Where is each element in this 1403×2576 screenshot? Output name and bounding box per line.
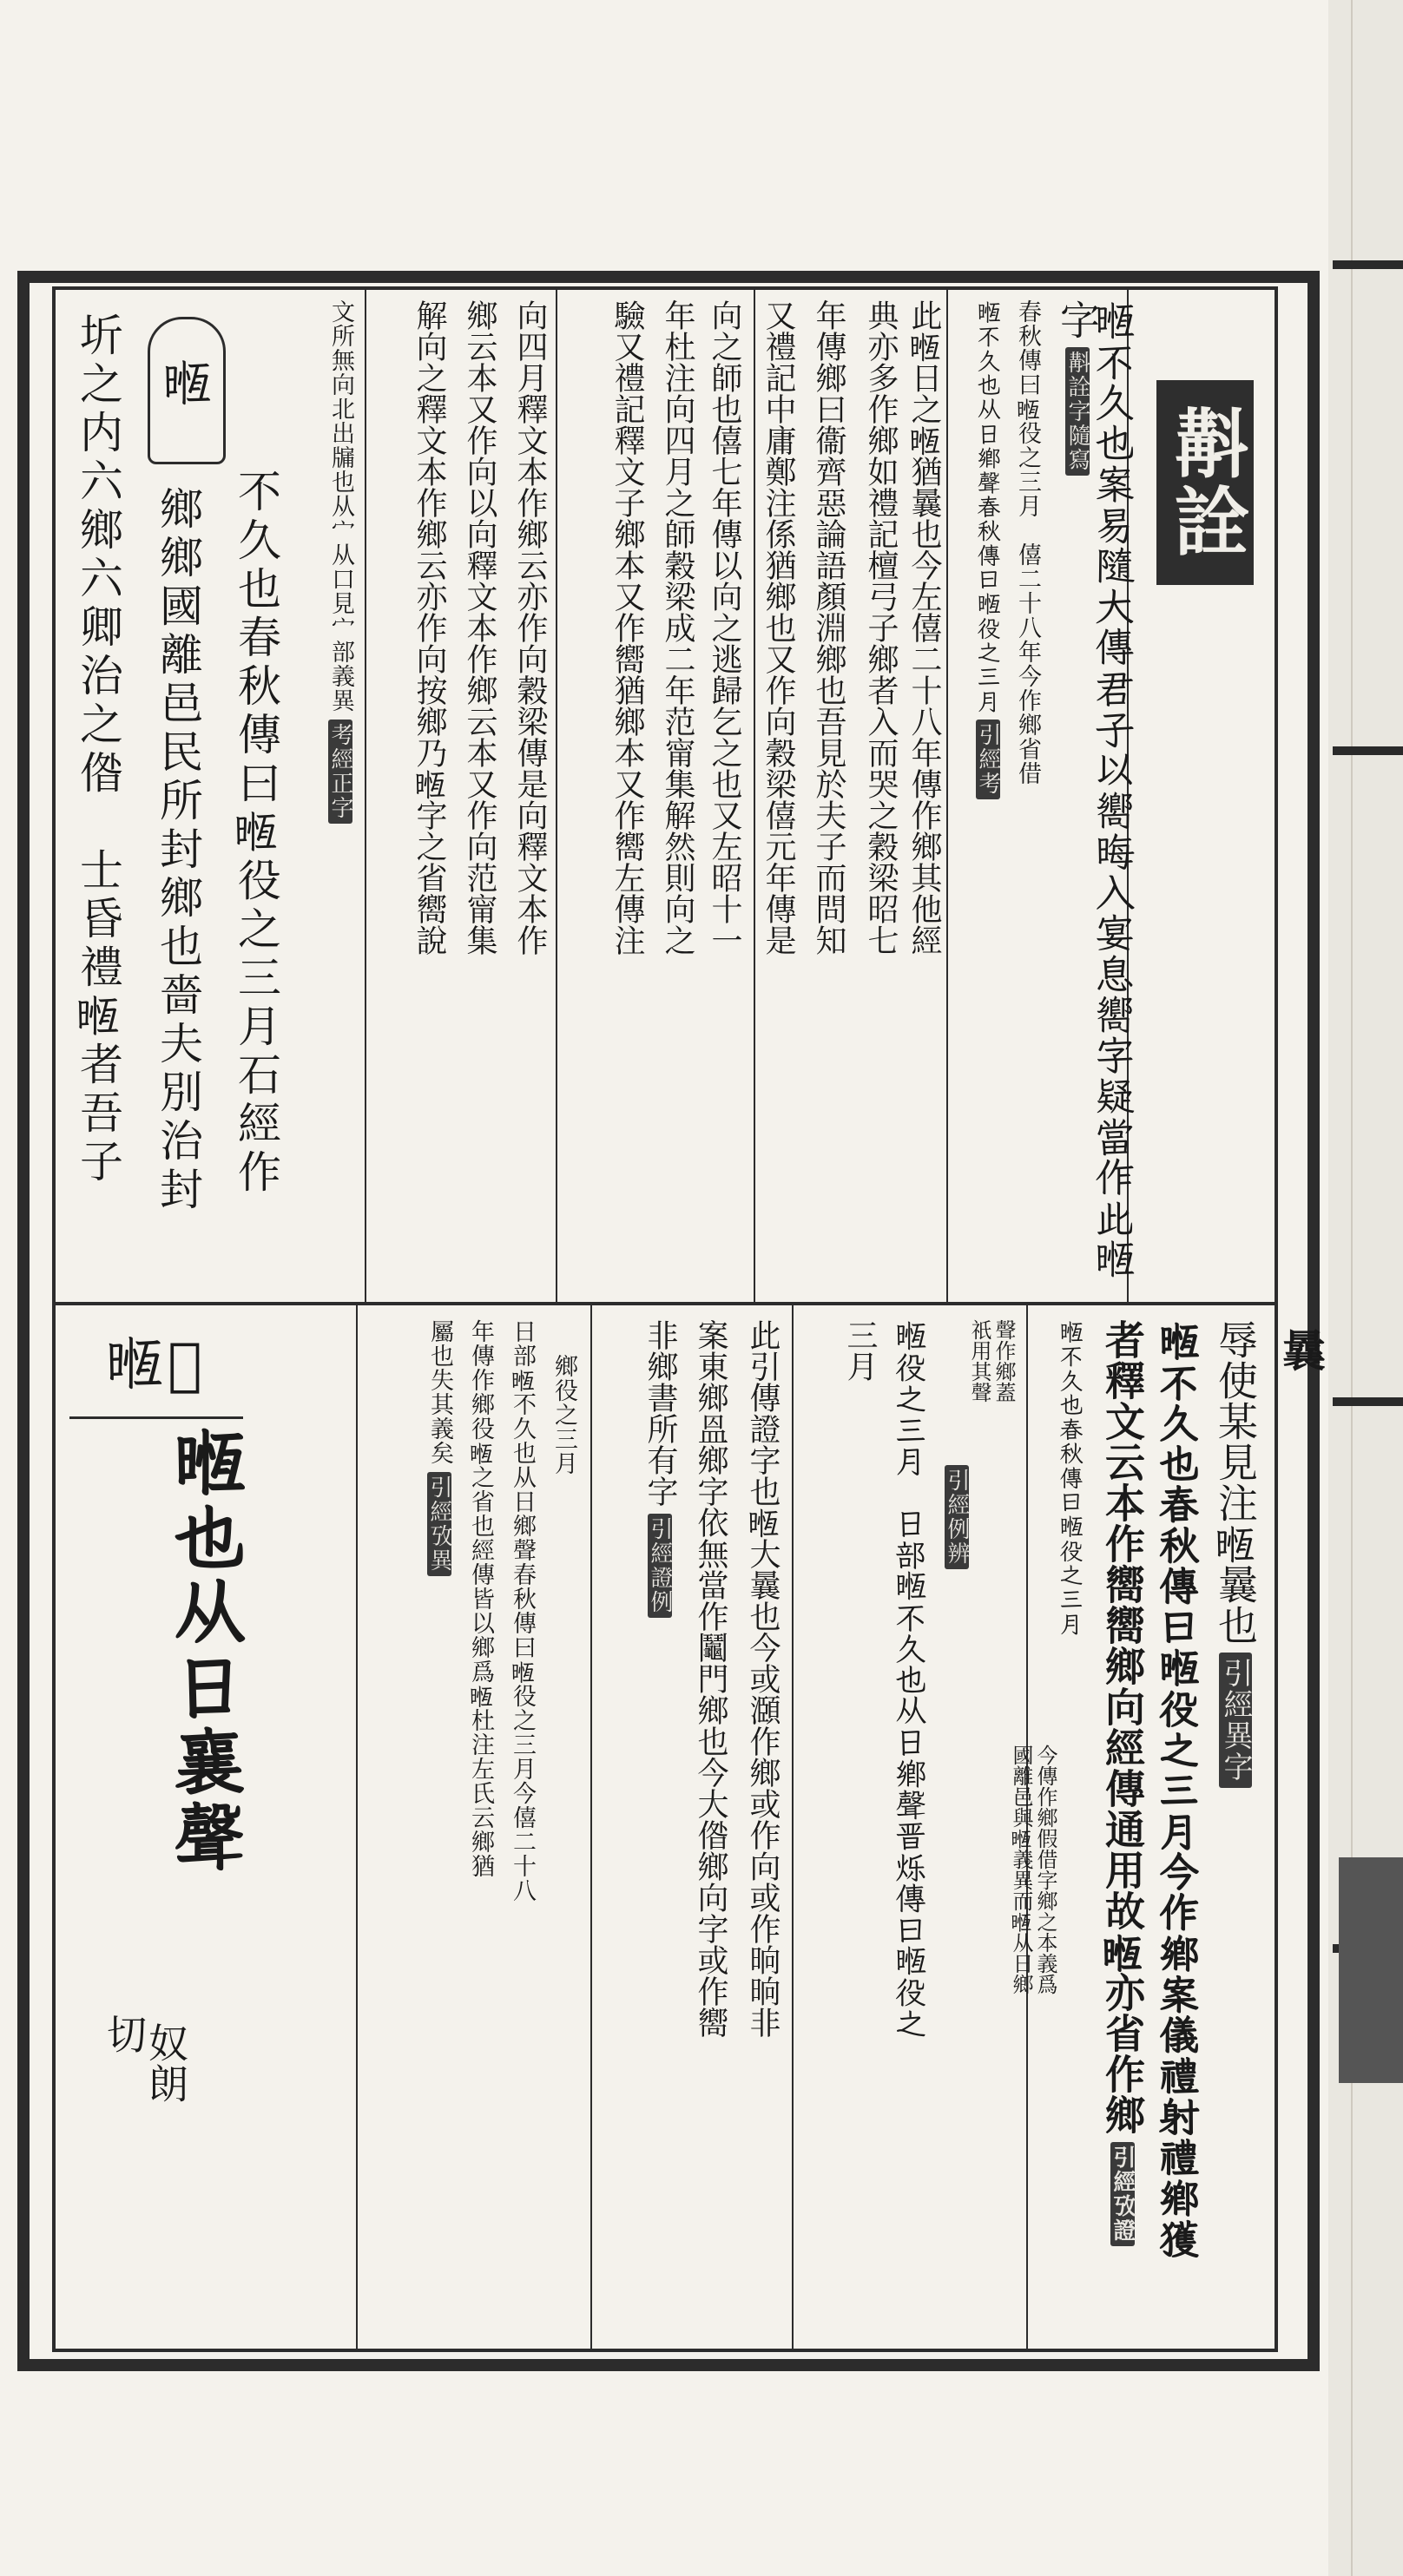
column-rule — [556, 290, 557, 1302]
column-rule — [365, 290, 366, 1302]
fanqie-reading: 奴朗 — [142, 2022, 189, 2104]
upper-column-15-text: 文所無向北出牖也从宀从口見宀部義異 — [327, 299, 354, 713]
lower-column-1-text: 辱使某見注𣈶曩也 — [1212, 1319, 1259, 1646]
lower-column-14-text: 屬也失其義矣 — [426, 1319, 453, 1465]
upper-column-7: 年傳鄉曰衞齊惡論語顏淵鄉也吾見於夫子而問知 — [811, 299, 846, 956]
upper-column-8: 又禮記中庸鄭注係猶鄉也又作向穀梁僖元年傳是 — [761, 299, 796, 956]
lower-column-5-tag: 引經例辨 — [945, 1465, 969, 1569]
lower-column-7: 三月 — [842, 1319, 878, 1382]
seal-glyph-upper: 𣈶 — [148, 317, 226, 464]
upper-column-4-text: 𣈶不久也从日鄉聲春秋傳曰𣈶役之三月 — [975, 299, 1002, 713]
lower-column-11: 鄉役之三月 — [550, 1354, 577, 1475]
lower-column-10-tag: 引經證例 — [648, 1514, 672, 1618]
upper-column-3: 春秋傳曰𣈶役之三月 僖二十八年今作鄉省借 — [1014, 299, 1041, 785]
upper-column-4 — [976, 299, 1000, 1289]
lower-column-10 — [642, 1319, 678, 2335]
entry-heading: 𣈶也从日襄聲 — [168, 1423, 251, 1871]
fanqie-suffix: 切 — [101, 2014, 148, 2054]
lower-column-3-tag: 引經攷證 — [1110, 2142, 1135, 2246]
page-edge-shadow — [1339, 1857, 1403, 2083]
upper-column-10: 年杜注向四月之師穀梁成二年范甯集解然則向之 — [660, 299, 695, 956]
upper-column-14: 解向之釋文本作鄉云亦作向按鄉乃𣈶字之省嚮說 — [412, 299, 447, 956]
lower-column-4b: 今傳作鄉假借字鄉之本義爲 — [1033, 1745, 1057, 1994]
upper-column-11: 驗又禮記釋文子鄉本又作嚮猶鄉本又作嚮左傳注 — [609, 299, 645, 956]
page-edge — [1328, 0, 1403, 2576]
lower-column-9: 案東鄉𥁕鄉字依無當作鬮門鄉也今大偺鄉向字或作嚮 — [693, 1319, 728, 2038]
column-rule — [590, 1305, 592, 2349]
upper-column-17: 鄉鄉國離邑民所封鄉也嗇夫別治封 — [153, 486, 203, 1215]
section-divider — [52, 1302, 1278, 1305]
column-rule — [356, 1305, 358, 2349]
upper-column-12: 向四月釋文本作鄉云亦作向穀梁傳是向釋文本作 — [512, 299, 548, 956]
column-rule — [792, 1305, 794, 2349]
upper-column-4-tag: 引經考 — [976, 720, 1000, 799]
upper-column-2-text: 字 — [1054, 299, 1101, 340]
lower-column-1-tag: 引經異字 — [1219, 1653, 1252, 1788]
upper-column-9: 向之師也僖七年傳以向之逃歸乞之也又左昭十一 — [707, 299, 742, 956]
seal-glyph-lower: 𣈶𦾕 — [69, 1312, 243, 1419]
section-title: 斠詮 — [1156, 380, 1254, 585]
lower-column-5b: 祇用其聲 — [967, 1319, 991, 1403]
upper-column-2-tag: 斠詮字隨寫 — [1065, 347, 1090, 476]
lower-column-4c: 國離邑與𣈶義異而𣈶从日鄉 — [1009, 1745, 1033, 1994]
column-rule — [946, 290, 948, 1302]
upper-column-2 — [1054, 299, 1101, 629]
upper-column-13: 鄉云本又作向以向釋文本作鄉云本又作向范甯集 — [462, 299, 497, 956]
upper-column-1: 𣈶不久也案易隨大傳君子以嚮晦入宴息嚮字疑當作此𣈶 — [1092, 299, 1139, 1278]
binding-thread — [1333, 260, 1403, 269]
lower-column-4a: 𣈶不久也春秋傳曰𣈶役之三月 — [1057, 1319, 1084, 1635]
column-rule — [754, 290, 755, 1302]
lower-column-2: 𣈶不久也春秋傳曰𣈶役之三月今作鄉案儀禮射禮鄉獲 — [1156, 1319, 1203, 2257]
upper-column-16: 不久也春秋傳曰𣈶役之三月石經作 — [231, 469, 281, 1198]
lower-column-12: 日部𣈶不久也从日鄉聲春秋傳曰𣈶役之三月今僖二十八 — [509, 1319, 536, 1902]
binding-thread — [1333, 1397, 1403, 1406]
lower-column-3-text: 者釋文云本作嚮嚮鄉向經傳通用故𣈶亦省作鄉 — [1099, 1319, 1146, 2135]
lower-column-3 — [1099, 1319, 1146, 2335]
upper-column-5: 此𣈶日之𣈶猶曩也今左僖二十八年傳作鄉其他經 — [906, 299, 942, 956]
page-edge-line — [1351, 0, 1353, 2576]
lower-column-14-tag: 引經攷異 — [427, 1472, 451, 1576]
upper-column-15-tag: 考經正字 — [328, 720, 352, 824]
lower-column-6: 𣈶役之三月 日部𣈶不久也从日鄉聲晋烁傳曰𣈶役之 — [893, 1319, 928, 2038]
upper-column-6: 典亦多作鄉如禮記檀弓子鄉者入而哭之穀梁昭七 — [863, 299, 899, 956]
lower-column-8: 此引傳證字也𣈶大曩也今或㶊作鄉或作向或作晌晌非 — [745, 1319, 781, 2038]
upper-column-18: 圻之内六鄉六卿治之偺 士昏禮𣈶者吾子 — [73, 312, 123, 1187]
lower-column-1 — [1212, 1319, 1259, 2335]
lower-column-5-tag-wrap — [945, 1458, 969, 1588]
lower-column-13: 年傳作鄉役𣈶之省也經傳皆以鄉爲𣈶杜注左氏云鄉猶 — [467, 1319, 494, 1878]
side-label: 曩 — [1275, 1328, 1327, 1371]
upper-column-15 — [328, 299, 352, 1289]
lower-column-5a: 聲作鄉蓋 — [991, 1319, 1016, 1403]
lower-column-10-text: 非鄉書所有字 — [642, 1319, 678, 1507]
binding-thread — [1333, 746, 1403, 755]
lower-column-14 — [427, 1319, 451, 2335]
